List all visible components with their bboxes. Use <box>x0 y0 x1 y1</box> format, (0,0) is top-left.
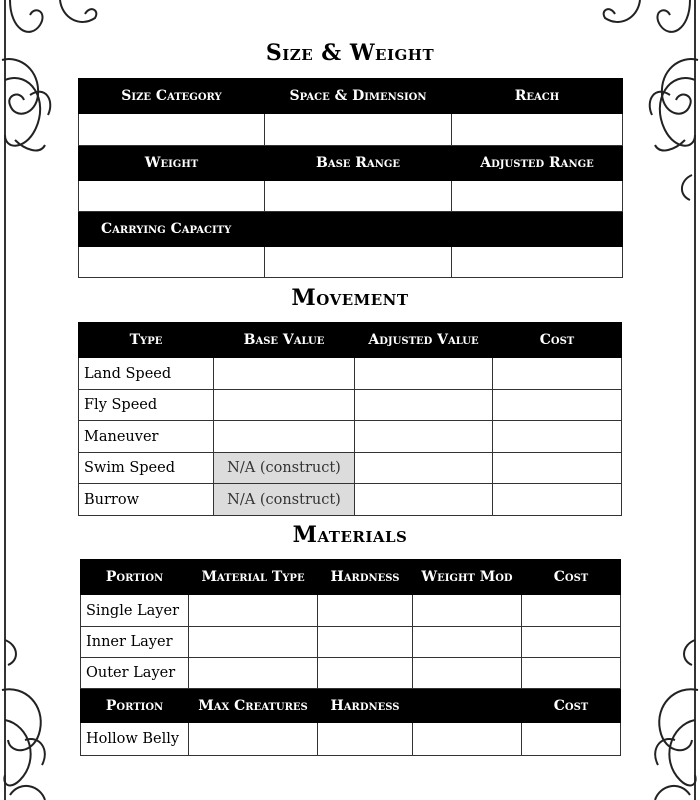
base-value-cell[interactable] <box>214 390 355 421</box>
cost-cell[interactable] <box>522 595 621 627</box>
header-type: Type <box>79 323 214 358</box>
blank-cell[interactable] <box>413 723 522 756</box>
weight-mod-cell[interactable] <box>413 595 522 627</box>
header-weight: Weight <box>79 146 265 181</box>
carrying-capacity-cell-2[interactable] <box>265 247 452 278</box>
cost-cell[interactable] <box>493 358 622 390</box>
table-row <box>81 658 621 689</box>
cost-cell[interactable] <box>522 658 621 689</box>
adjusted-range-cell[interactable] <box>452 181 623 212</box>
adjusted-value-cell[interactable] <box>355 390 493 421</box>
adjusted-value-cell[interactable] <box>355 453 493 484</box>
cost-cell[interactable] <box>493 453 622 484</box>
header-adjusted-value: Adjusted Value <box>355 323 493 358</box>
bottom-right-ornament <box>620 630 700 800</box>
base-value-cell[interactable] <box>214 421 355 453</box>
max-creatures-cell[interactable] <box>189 723 318 756</box>
portion-cell: Outer Layer <box>81 658 189 689</box>
hardness-cell[interactable] <box>318 658 413 689</box>
table-row <box>79 358 622 390</box>
header-portion: Portion <box>81 560 189 595</box>
reach-cell[interactable] <box>452 114 623 146</box>
header-portion-2: Portion <box>81 689 189 723</box>
movement-type-cell: Land Speed <box>79 358 214 390</box>
bottom-left-ornament <box>0 630 80 800</box>
movement-type-cell: Swim Speed <box>79 453 214 484</box>
movement-title: Movement <box>291 285 409 311</box>
portion-cell: Hollow Belly <box>81 723 189 756</box>
hardness-cell[interactable] <box>318 627 413 658</box>
cost-cell[interactable] <box>493 421 622 453</box>
header-weight-mod: Weight Mod <box>413 560 522 595</box>
base-value-cell[interactable] <box>214 358 355 390</box>
hardness-cell[interactable] <box>318 595 413 627</box>
weight-cell[interactable] <box>79 181 265 212</box>
weight-mod-cell[interactable] <box>413 658 522 689</box>
base-value-na-cell: N/A (construct) <box>214 453 355 484</box>
header-hardness: Hardness <box>318 560 413 595</box>
size-weight-title: Size & Weight <box>265 40 435 66</box>
cost-cell[interactable] <box>493 390 622 421</box>
table-row <box>79 421 622 453</box>
weight-mod-cell[interactable] <box>413 627 522 658</box>
header-cost: Cost <box>522 560 621 595</box>
material-type-cell[interactable] <box>189 658 318 689</box>
header-cost: Cost <box>493 323 622 358</box>
header-max-creatures: Max Creatures <box>189 689 318 723</box>
header-hardness-2: Hardness <box>318 689 413 723</box>
header-cost-2: Cost <box>522 689 621 723</box>
cost-cell[interactable] <box>522 627 621 658</box>
header-reach: Reach <box>452 79 623 114</box>
materials-title: Materials <box>292 522 408 548</box>
base-range-cell[interactable] <box>265 181 452 212</box>
movement-type-cell: Fly Speed <box>79 390 214 421</box>
movement-type-cell: Burrow <box>79 484 214 516</box>
header-space-dimension: Space & Dimension <box>265 79 452 114</box>
carrying-capacity-cell-3[interactable] <box>452 247 623 278</box>
base-value-na-cell: N/A (construct) <box>214 484 355 516</box>
table-row <box>81 627 621 658</box>
cost-cell[interactable] <box>522 723 621 756</box>
hardness-cell[interactable] <box>318 723 413 756</box>
size-category-cell[interactable] <box>79 114 265 146</box>
header-material-type: Material Type <box>189 560 318 595</box>
table-row <box>79 453 622 484</box>
table-row <box>81 595 621 627</box>
header-base-range: Base Range <box>265 146 452 181</box>
adjusted-value-cell[interactable] <box>355 421 493 453</box>
portion-cell: Single Layer <box>81 595 189 627</box>
header-adjusted-range: Adjusted Range <box>452 146 623 181</box>
movement-table <box>78 322 622 516</box>
portion-cell: Inner Layer <box>81 627 189 658</box>
table-row <box>81 723 621 756</box>
adjusted-value-cell[interactable] <box>355 484 493 516</box>
movement-type-cell: Maneuver <box>79 421 214 453</box>
space-dimension-cell[interactable] <box>265 114 452 146</box>
carrying-capacity-cell-1[interactable] <box>79 247 265 278</box>
header-size-category: Size Category <box>79 79 265 114</box>
size-weight-table <box>78 78 623 278</box>
materials-table <box>80 559 621 756</box>
cost-cell[interactable] <box>493 484 622 516</box>
table-row <box>79 484 622 516</box>
header-carrying-capacity: Carrying Capacity <box>79 212 623 247</box>
header-base-value: Base Value <box>214 323 355 358</box>
material-type-cell[interactable] <box>189 627 318 658</box>
header-blank <box>413 689 522 723</box>
material-type-cell[interactable] <box>189 595 318 627</box>
adjusted-value-cell[interactable] <box>355 358 493 390</box>
table-row <box>79 390 622 421</box>
